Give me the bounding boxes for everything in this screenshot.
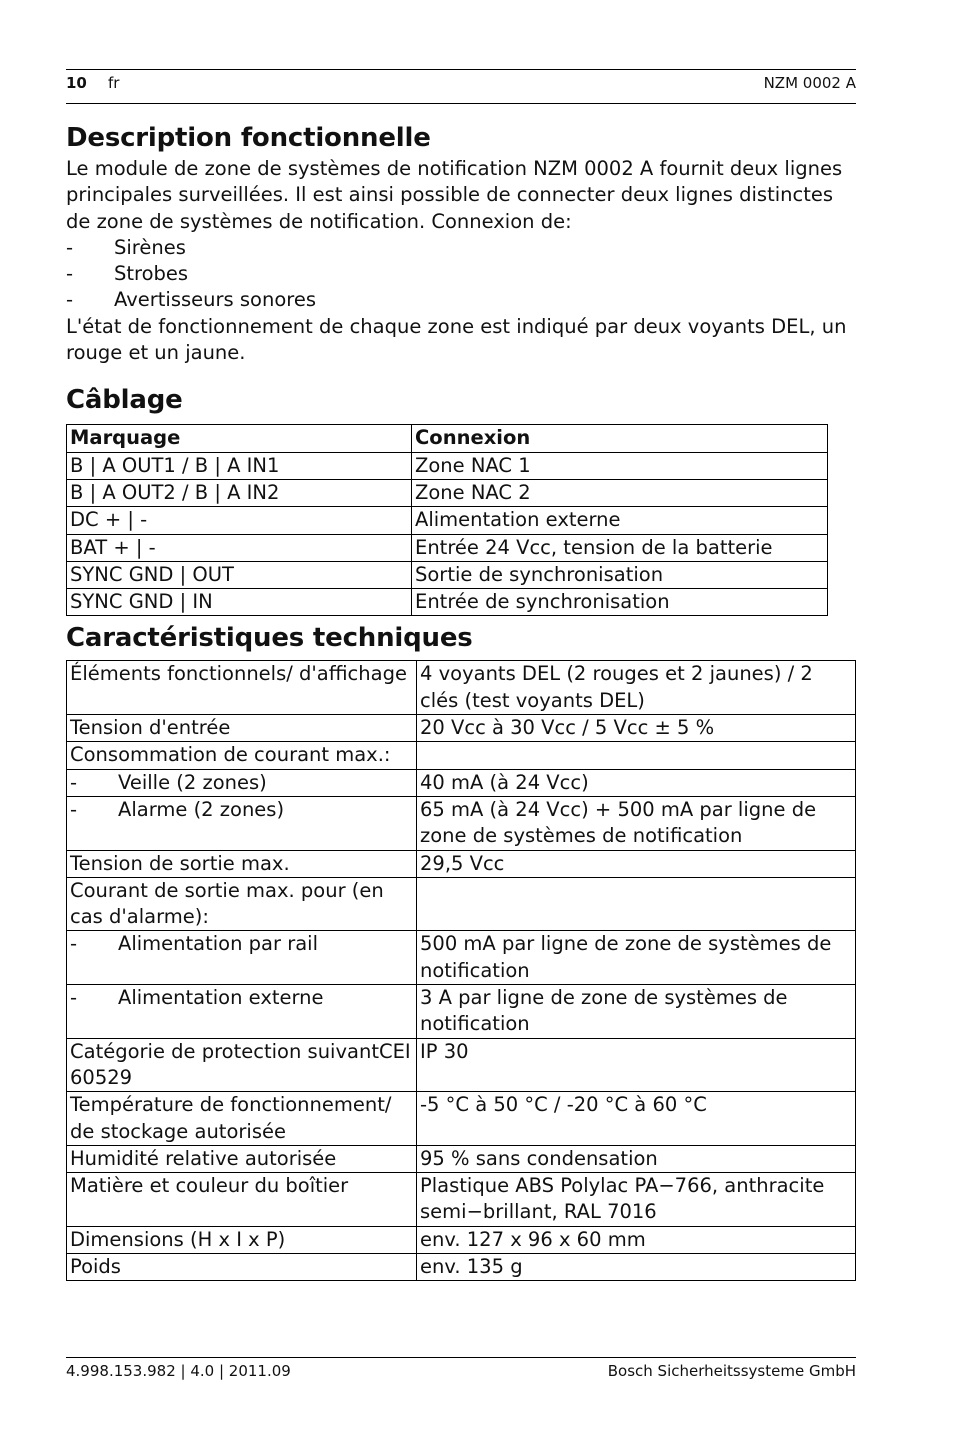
- table-cell: Entrée de synchronisation: [412, 589, 828, 616]
- spec-value: 4 voyants DEL (2 rouges et 2 jaunes) / 2 clés (test voyants DEL): [417, 661, 856, 715]
- table-cell: B | A OUT1 / B | A IN1: [67, 452, 412, 479]
- table-header-row: [67, 425, 828, 452]
- spec-value: 40 mA (à 24 Vcc): [417, 769, 856, 796]
- section-title-specs: Caractéristiques techniques: [66, 623, 473, 654]
- specs-table: [66, 660, 856, 1281]
- table-row: [67, 534, 828, 561]
- spec-value: 500 mA par ligne de zone de systèmes de notification: [417, 931, 856, 985]
- table-row: [67, 1253, 856, 1280]
- table-cell: Sortie de synchronisation: [412, 561, 828, 588]
- spec-value: env. 135 g: [417, 1253, 856, 1280]
- list-item-text: Avertisseurs sonores: [114, 288, 316, 312]
- description-intro: Le module de zone de systèmes de notification NZM 0002 A fournit deux lignes principales surveillées. Il est ainsi possible de connecter deux lignes distinctes de zone de systèmes de notification. Connexion de:: [66, 157, 843, 233]
- spec-label: Consommation de courant max.:: [67, 742, 417, 769]
- language-code: fr: [108, 74, 120, 92]
- table-row: [67, 452, 828, 479]
- spec-label: Courant de sortie max. pour (en cas d'alarme):: [67, 877, 417, 931]
- spec-value: -5 °C à 50 °C / -20 °C à 60 °C: [417, 1092, 856, 1146]
- spec-value: 29,5 Vcc: [417, 850, 856, 877]
- table-row: [67, 1173, 856, 1227]
- spec-label: Température de fonctionnement/ de stockage autorisée: [67, 1092, 417, 1146]
- table-cell: Zone NAC 2: [412, 479, 828, 506]
- spec-value: IP 30: [417, 1038, 856, 1092]
- product-name: NZM 0002 A: [763, 74, 856, 92]
- spec-label: Dimensions (H x I x P): [67, 1226, 417, 1253]
- spec-value: [417, 742, 856, 769]
- table-row: [67, 715, 856, 742]
- dash-marker: -: [70, 770, 78, 794]
- spec-label: Veille (2 zones): [118, 770, 267, 794]
- table-cell: BAT + | -: [67, 534, 412, 561]
- table-row: [67, 1145, 856, 1172]
- table-cell: Zone NAC 1: [412, 452, 828, 479]
- table-row: [67, 931, 856, 985]
- table-cell: DC + | -: [67, 507, 412, 534]
- table-row: [67, 850, 856, 877]
- table-row: [67, 507, 828, 534]
- spec-label: Catégorie de protection suivantCEI 60529: [67, 1038, 417, 1092]
- page-number: 10: [66, 74, 87, 92]
- spec-label: Tension de sortie max.: [67, 850, 417, 877]
- spec-label-cell: [67, 796, 417, 850]
- spec-label: Alarme (2 zones): [118, 797, 285, 821]
- page-header: [66, 69, 856, 104]
- table-row: [67, 1038, 856, 1092]
- table-cell: SYNC GND | OUT: [67, 561, 412, 588]
- list-item: - Avertisseurs sonores: [66, 287, 858, 313]
- table-row: [67, 796, 856, 850]
- spec-label: Alimentation par rail: [118, 932, 319, 956]
- spec-label-cell: [67, 769, 417, 796]
- description-outro: L'état de fonctionnement de chaque zone est indiqué par deux voyants DEL, un rouge et un jaune.: [66, 314, 847, 365]
- spec-label: Humidité relative autorisée: [67, 1145, 417, 1172]
- spec-value: env. 127 x 96 x 60 mm: [417, 1226, 856, 1253]
- table-row: [67, 742, 856, 769]
- spec-value: 20 Vcc à 30 Vcc / 5 Vcc ± 5 %: [417, 715, 856, 742]
- wiring-table: [66, 424, 828, 616]
- dash-marker: -: [70, 932, 78, 956]
- table-cell: Entrée 24 Vcc, tension de la batterie: [412, 534, 828, 561]
- spec-label: Éléments fonctionnels/ d'affichage: [67, 661, 417, 715]
- company-name: Bosch Sicherheitssysteme GmbH: [607, 1362, 856, 1380]
- section-title-description: Description fonctionnelle: [66, 123, 431, 153]
- table-row: [67, 985, 856, 1039]
- table-cell: SYNC GND | IN: [67, 589, 412, 616]
- list-item: - Strobes: [66, 261, 858, 287]
- page-footer: [66, 1357, 856, 1380]
- dash-marker: -: [70, 986, 78, 1010]
- table-row: [67, 1092, 856, 1146]
- spec-value: 3 A par ligne de zone de systèmes de notification: [417, 985, 856, 1039]
- list-item-text: Sirènes: [114, 235, 186, 259]
- spec-value: 95 % sans condensation: [417, 1145, 856, 1172]
- table-row: [67, 589, 828, 616]
- column-header: Marquage: [67, 425, 412, 452]
- section-title-wiring: Câblage: [66, 385, 183, 416]
- spec-label: Tension d'entrée: [67, 715, 417, 742]
- table-row: [67, 769, 856, 796]
- spec-label: Matière et couleur du boîtier: [67, 1173, 417, 1227]
- list-item: - Sirènes: [66, 235, 858, 261]
- table-row: [67, 561, 828, 588]
- spec-value: Plastique ABS Polylac PA−766, anthracite semi−brillant, RAL 7016: [417, 1173, 856, 1227]
- spec-label: Poids: [67, 1253, 417, 1280]
- spec-label: Alimentation externe: [118, 986, 324, 1010]
- table-row: [67, 1226, 856, 1253]
- spec-label-cell: [67, 985, 417, 1039]
- list-item-text: Strobes: [114, 262, 189, 286]
- dash-marker: -: [70, 797, 78, 821]
- table-cell: Alimentation externe: [412, 507, 828, 534]
- spec-label-cell: [67, 931, 417, 985]
- table-row: [67, 877, 856, 931]
- page-content: [66, 120, 858, 1281]
- column-header: Connexion: [412, 425, 828, 452]
- table-row: [67, 479, 828, 506]
- spec-value: 65 mA (à 24 Vcc) + 500 mA par ligne de zone de systèmes de notification: [417, 796, 856, 850]
- document-reference: 4.998.153.982 | 4.0 | 2011.09: [66, 1362, 291, 1380]
- table-row: [67, 661, 856, 715]
- table-cell: B | A OUT2 / B | A IN2: [67, 479, 412, 506]
- spec-value: [417, 877, 856, 931]
